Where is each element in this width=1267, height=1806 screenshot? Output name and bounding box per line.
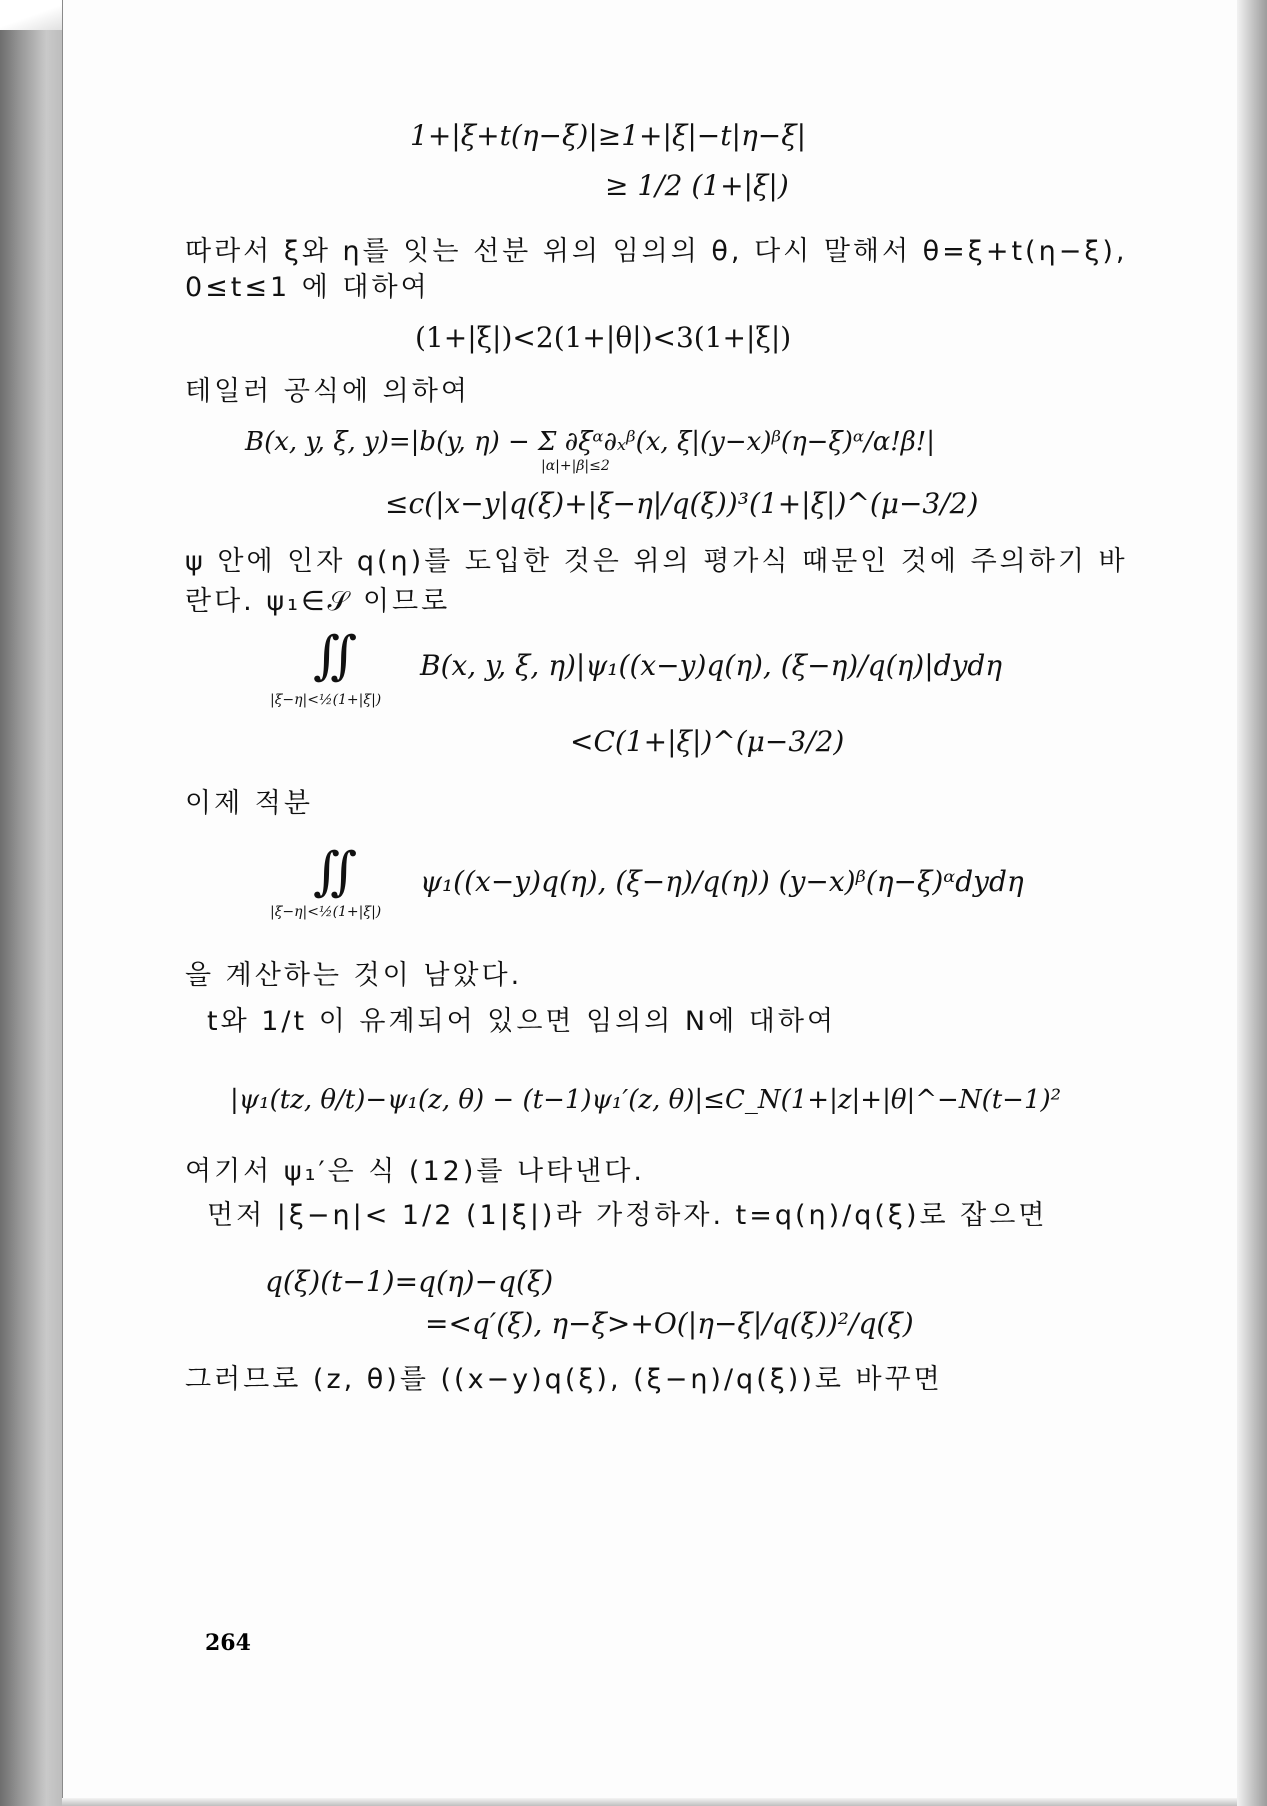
paragraph-line: 그러므로 (z, θ)를 ((x−y)q(ξ), (ξ−η)/q(ξ))로 바꾸면 xyxy=(185,1364,943,1395)
paragraph-line: 따라서 ξ와 η를 잇는 선분 위의 임의의 θ, 다시 말해서 θ=ξ+t(η−ξ), xyxy=(185,236,1128,267)
page-edge-shadow xyxy=(1237,0,1267,1806)
equation-line: q(ξ)(t−1)=q(η)−q(ξ) xyxy=(265,1265,554,1298)
paragraph-line: 여기서 ψ₁′은 식 (12)를 나타낸다. xyxy=(185,1156,645,1187)
paragraph-line: 란다. ψ₁∈𝒮 이므로 xyxy=(185,586,451,617)
equation-line: ≥ 1/2 (1+|ξ|) xyxy=(605,169,789,202)
paragraph-line: ψ 안에 인자 q(η)를 도입한 것은 위의 평가식 때문인 것에 주의하기 바 xyxy=(185,546,1128,577)
equation-line: ψ₁((x−y)q(η), (ξ−η)/q(η)) (y−x)ᵝ(η−ξ)ᵅdydη xyxy=(420,865,1024,898)
equation-line: B(x, y, ξ, η)|ψ₁((x−y)q(η), (ξ−η)/q(η)|dydη xyxy=(420,649,1003,682)
equation-line: <C(1+|ξ|)^(μ−3/2) xyxy=(570,725,845,758)
equation-line: ≤c(|x−y|q(ξ)+|ξ−η|/q(ξ))³(1+|ξ|)^(μ−3/2) xyxy=(385,487,979,520)
paragraph-line: 0≤t≤1 에 대하여 xyxy=(185,272,430,303)
equation-line: =<q′(ξ), η−ξ>+O(|η−ξ|/q(ξ))²/q(ξ) xyxy=(425,1307,914,1340)
page-bottom-edge xyxy=(62,1798,1237,1806)
paragraph-line: 이제 적분 xyxy=(185,788,313,819)
paragraph-line: 테일러 공식에 의하여 xyxy=(185,376,470,407)
page-number: 264 xyxy=(205,1630,251,1656)
equation-line: |ψ₁(tz, θ/t)−ψ₁(z, θ) − (t−1)ψ₁′(z, θ)|≤C_N(1+|z|+|θ|^−N(t−1)² xyxy=(230,1085,1062,1115)
double-integral-icon: ∬ xyxy=(313,842,358,902)
paragraph-line: 먼저 |ξ−η|< 1/2 (1|ξ|)라 가정하자. t=q(η)/q(ξ)로 잡으면 xyxy=(207,1200,1048,1231)
paragraph-line: t와 1/t 이 유계되어 있으면 임의의 N에 대하여 xyxy=(207,1006,837,1037)
book-spine xyxy=(0,30,62,1806)
equation-line: B(x, y, ξ, y)=|b(y, η) − Σ ∂ξᵅ∂ₓᵝ(x, ξ|(y−x)ᵝ(η−ξ)ᵅ/α!β!| xyxy=(245,427,935,457)
equation-line: 1+|ξ+t(η−ξ)|≥1+|ξ|−t|η−ξ| xyxy=(410,119,807,152)
paragraph-line: 을 계산하는 것이 남았다. xyxy=(185,960,523,991)
integral-subscript: |ξ−η|<½(1+|ξ|) xyxy=(270,904,382,920)
integral-subscript: |ξ−η|<½(1+|ξ|) xyxy=(270,692,382,708)
equation-line: (1+|ξ|)<2(1+|θ|)<3(1+|ξ|) xyxy=(415,321,792,354)
sum-subscript: |α|+|β|≤2 xyxy=(541,458,610,474)
double-integral-icon: ∬ xyxy=(313,626,358,686)
